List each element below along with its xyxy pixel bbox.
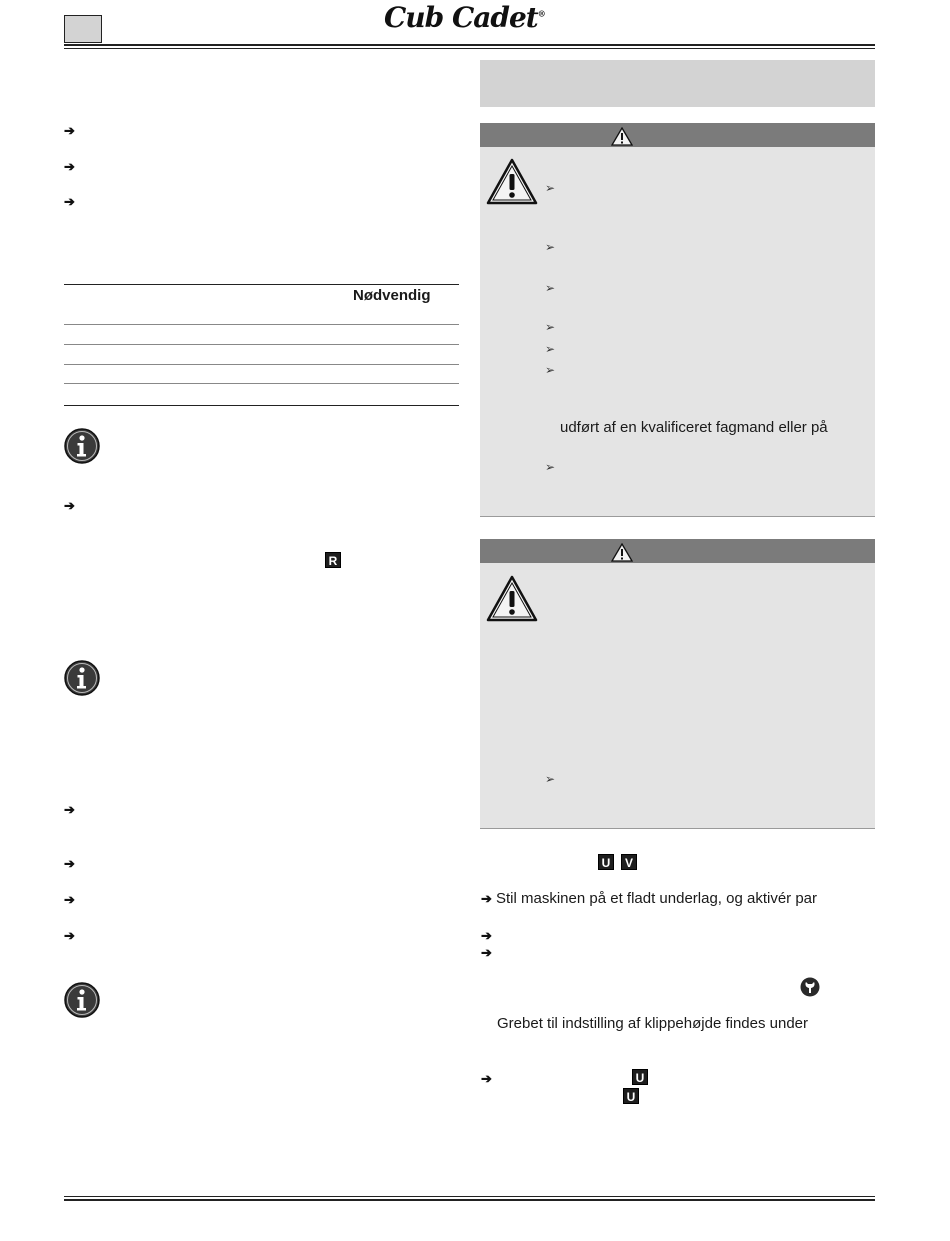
chevron-right-icon: ➢ [545,320,556,334]
warning-panel-2 [480,563,875,829]
table-row-rule [64,383,459,384]
instruction-text: Stil maskinen på et fladt underlag, og aktivér par [496,890,818,907]
arrow-right-icon: ➔ [481,945,492,960]
arrow-right-icon: ➔ [64,928,75,943]
chevron-right-icon: ➢ [545,342,556,356]
warning-1-text: udført af en kvalificeret fagmand eller på [560,419,828,436]
arrow-right-icon: ➔ [64,802,75,817]
table-header-required: Nødvendig [353,287,431,304]
warning-panel-1-header [480,123,875,147]
arrow-right-icon: ➔ [64,856,75,871]
badge-u: U [598,854,614,870]
arrow-right-icon: ➔ [64,498,75,513]
table-row-rule [64,344,459,345]
chevron-right-icon: ➢ [545,281,556,295]
wrench-icon [800,977,820,997]
badge-u: U [623,1088,639,1104]
arrow-right-icon: ➔ [64,159,75,174]
badge-r: R [325,552,341,568]
handle-text: Grebet til indstilling af klippehøjde findes under [497,1015,809,1032]
warning-small-icon [611,543,633,562]
badge-u: U [632,1069,648,1085]
arrow-right-icon: ➔ [481,1071,492,1086]
arrow-right-icon: ➔ [64,194,75,209]
footer-rule-top [64,1196,875,1197]
info-icon [64,428,100,464]
arrow-right-icon: ➔ [64,892,75,907]
badge-v: V [621,854,637,870]
table-rule-top [64,284,459,285]
arrow-right-icon: ➔ [481,891,492,906]
chevron-right-icon: ➢ [545,460,556,474]
warning-triangle-icon [486,574,538,622]
section-title-bar [480,60,875,107]
chevron-right-icon: ➢ [545,240,556,254]
brand-logo: Cub Cadet® [384,1,546,34]
chevron-right-icon: ➢ [545,181,556,195]
warning-panel-1 [480,146,875,517]
header-rule-top [64,44,875,46]
table-row-rule [64,364,459,365]
header-rule-bottom [64,48,875,49]
table-row-rule [64,324,459,325]
arrow-right-icon: ➔ [64,123,75,138]
table-rule-bottom [64,405,459,406]
footer-rule-bottom [64,1199,875,1201]
arrow-right-icon: ➔ [481,928,492,943]
info-icon [64,982,100,1018]
warning-triangle-icon [486,157,538,205]
page-number-box [64,15,102,43]
chevron-right-icon: ➢ [545,363,556,377]
chevron-right-icon: ➢ [545,772,556,786]
warning-small-icon [611,127,633,146]
warning-panel-2-header [480,539,875,563]
info-icon [64,660,100,696]
